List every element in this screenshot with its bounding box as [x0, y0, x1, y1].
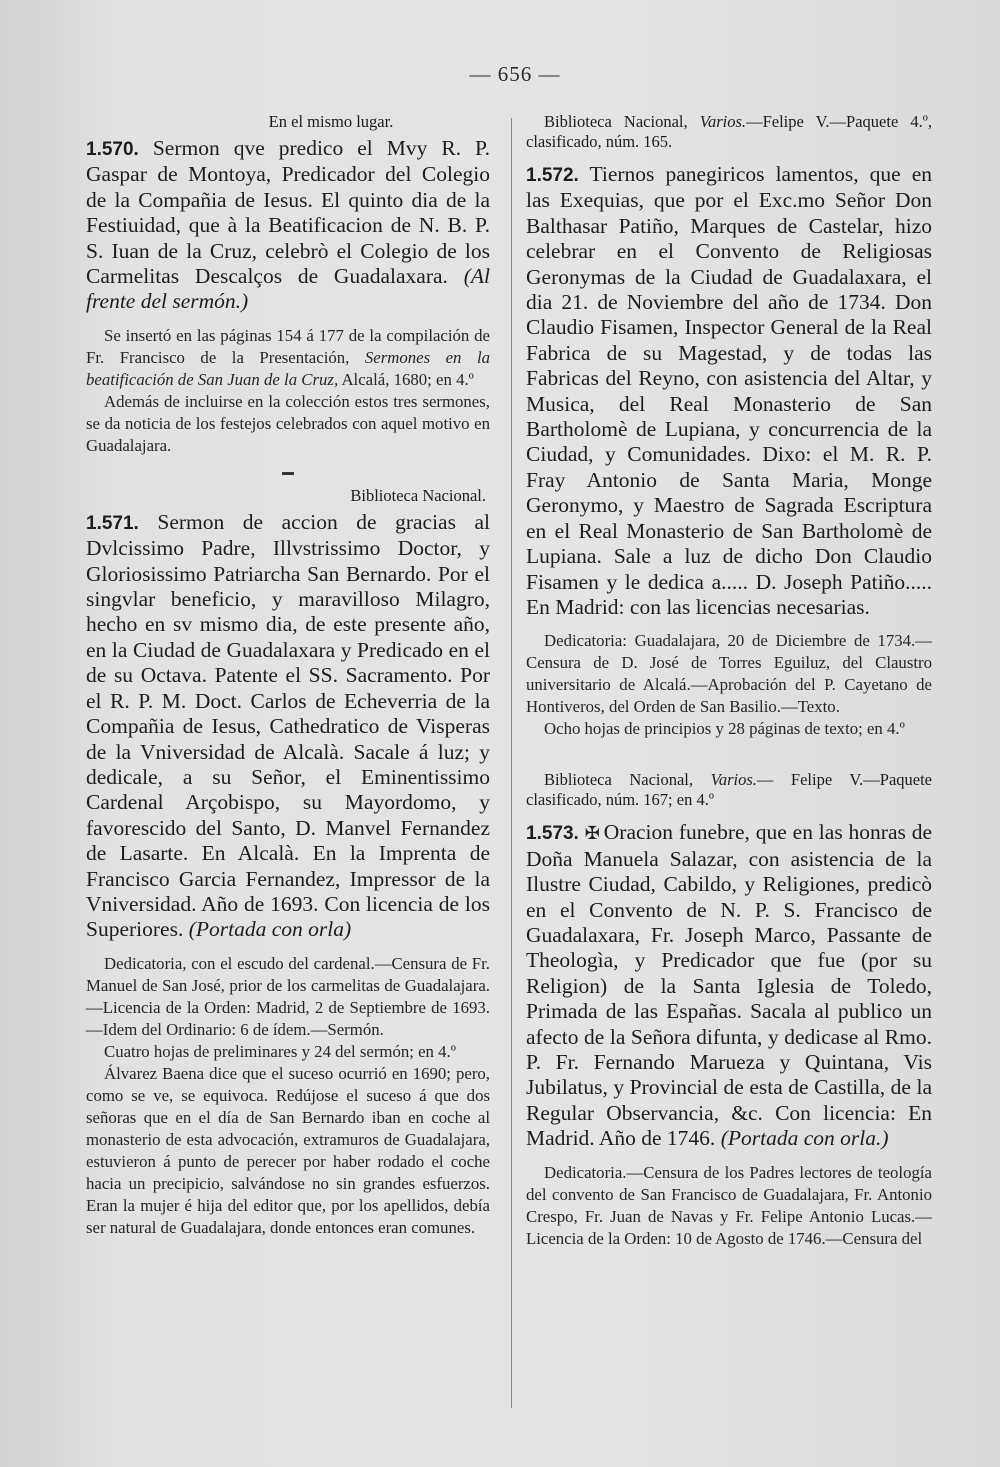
entry-text: Sermon de accion de gracias al Dvlcissimo Padre, Illvstrissimo Doctor, y Gloriosissimo Patriarcha San Bernardo. Por el singvlar beneficio, y maravilloso Milagro, hecho en sv mismo dia, de este presente año, en la Ciudad de Guadalaxara y Predicado en el de su Octava. Patente el SS. Sacramento. Por el R. P. M. Doct. Carlos de Echeverria de la Compañia de Iesus, Cathedratico de Visperas de la Vniversidad de Alcalà. Sacale á luz; y dedicale, a su Señor, el Eminentissimo Cardenal Arçobispo, su Mayordomo, y favorescido del Santo, D. Manvel Fernandez de Lasarte. En Alcalà. En la Imprenta de Francisco Garcia Fernandez, Impressor de la Vniversidad. Año de 1693. Con licencia de los Superiores.: [86, 509, 491, 942]
entry-number: 1.572.: [526, 165, 579, 186]
entry-number: 1.573.: [526, 823, 579, 845]
note-1572-a: Dedicatoria: Guadalajara, 20 de Diciembre de 1734.—Censura de D. José de Torres Eguiluz, del Claustro universitario de Alcalá.—Aprobación del P. Cayetano de Hontiveros, del Orden de San Basilio.—Texto.: [526, 631, 932, 717]
column-divider: [511, 118, 512, 1408]
entry-1571: [86, 510, 490, 943]
location-heading: Biblioteca Nacional.: [350, 485, 486, 505]
note-1570-b: Además de incluirse en la colección estos tres sermones, se da noticia de los festejos celebrados con aquel motivo en Guadalajara.: [86, 391, 490, 455]
entry-text: Sermon qve predico el Mvy R. P. Gaspar de Montoya, Predicador del Colegio de la Compañia de Iesus. El quinto dia de la Festiuidad, que à la Beatificacion de N. B. P. S. Iuan de la Cruz, celebrò el Colegio de los Carmelitas Descalços de Guadalaxara.: [86, 136, 490, 289]
source-reference: [526, 770, 932, 810]
entry-1572: [526, 162, 932, 620]
source-italic: Varios.: [710, 770, 757, 790]
entry-note-italic: (Al frente del sermón.): [86, 264, 490, 314]
left-column: [86, 112, 490, 1239]
note-text: Se insertó en las páginas 154 á 177 de la compilación de Fr. Francisco de la Presentación,: [86, 325, 490, 367]
note-1571-c: Álvarez Baena dice que el suceso ocurrió en 1690; pero, como se ve, se equivoca. Redújose el suceso á que dos señoras que en el día de San Bernardo iban en coche al monasterio de esta advocación, extramuros de Guadalajara, estuvieron á punto de perecer por haber rodado el coche hacia un precipicio, salvándose no sin grandes esfuerzos. Eran la mujer é hija del editor que, por los apellidos, debía ser natural de Guadalajara, donde entonces eran comunes.: [86, 1063, 490, 1237]
source-text: Biblioteca Nacional,: [544, 112, 688, 131]
entry-number: 1.570.: [86, 139, 139, 160]
source-text: — Felipe V.—Paquete clasificado, núm. 167; en 4.º: [526, 770, 933, 810]
note-1572-b: Ocho hojas de principios y 28 páginas de texto; en 4.º: [544, 719, 905, 739]
note-1571-a: Dedicatoria, con el escudo del cardenal.—Censura de Fr. Manuel de San José, prior de los carmelitas de Guadalajara.—Licencia de la Orden: Madrid, 2 de Septiembre de 1693.—Idem del Ordinario: 6 de ídem.—Sermón.: [86, 953, 490, 1039]
right-column: [526, 112, 932, 1250]
source-text: Biblioteca Nacional,: [544, 770, 694, 790]
entry-1573: [526, 820, 932, 1151]
cross-icon: ✠: [584, 823, 600, 844]
entry-note-italic: (Portada con orla): [188, 917, 352, 942]
note-text: Alcalá, 1680; en 4.º: [341, 369, 474, 389]
entry-1570: [86, 136, 490, 315]
note-italic: Sermones en la beatificación de San Juan de la Cruz,: [86, 347, 491, 389]
entry-note-italic: (Portada con orla.): [720, 1126, 889, 1151]
source-text: —Felipe V.—Paquete 4.º, clasificado, núm. 165.: [526, 112, 933, 151]
entry-text: Tiernos panegiricos lamentos, que en las Exequias, que por el Exc.mo Señor Don Balthasar Patiño, Marques de Castelar, hizo celebrar en el Convento de Religiosas Geronymas de la Ciudad de Guadalaxara, el dia 21. de Noviembre del año de 1734. Don Claudio Fisamen, Inspector General de la Real Fabrica de su Magestad, y de todas las Fabricas del Reyno, con asistencia del Altar, y Musica, del Real Monasterio de San Bartholomè de Lupiana, y concurrencia de la Ciudad, y Comunidades. Dixo: el M. R. P. Fray Antonio de Santa Maria, Monge Geronymo, y Maestro de Sagrada Escriptura en el Real Monasterio de San Bartholomè de Lupiana. Sale a luz de dicho Don Claudio Fisamen y le dedica a..... D. Joseph Patiño..... En Madrid: con las licencias necesarias.: [526, 162, 932, 619]
source-italic: Varios.: [699, 112, 747, 131]
page-number: — 656 —: [469, 62, 561, 86]
note-1570-a: [86, 325, 490, 391]
note-1573-a: Dedicatoria.—Censura de los Padres lectores de teología del convento de San Francisco de Guadalajara, Fr. Antonio Crespo, Fr. Juan de Navas y Fr. Felipe Antonio Lucas.—Licencia de la Orden: 10 de Agosto de 1746.—Censura del: [526, 1162, 932, 1248]
note-1571-b: Cuatro hojas de preliminares y 24 del sermón; en 4.º: [104, 1041, 456, 1061]
location-heading: En el mismo lugar.: [268, 112, 394, 131]
entry-number: 1.571.: [86, 512, 139, 534]
separator-mark: [86, 465, 490, 480]
entry-text: Oracion funebre, que en las honras de Doña Manuela Salazar, con asistencia de la Ilustre Ciudad, Cabildo, y Religiones, predicò en el Convento de N. P. S. Francisco de Guadalaxara, Fr. Joseph Marco, Passante de Theologìa, y Predicador que fue (por su Religion) de la Santa Iglesia de Toledo, Primada de las Españas. Sacala al publico un afecto de la Señora difunta, y dedicase al Rmo. P. Fr. Fernando Marueza y Quintana, Vis Jubilatus, y Provincial de esta de Castilla, de la Regular Observancia, &c. Con licencia: En Madrid. Año de 1746.: [526, 820, 933, 1151]
source-reference: [526, 112, 932, 152]
